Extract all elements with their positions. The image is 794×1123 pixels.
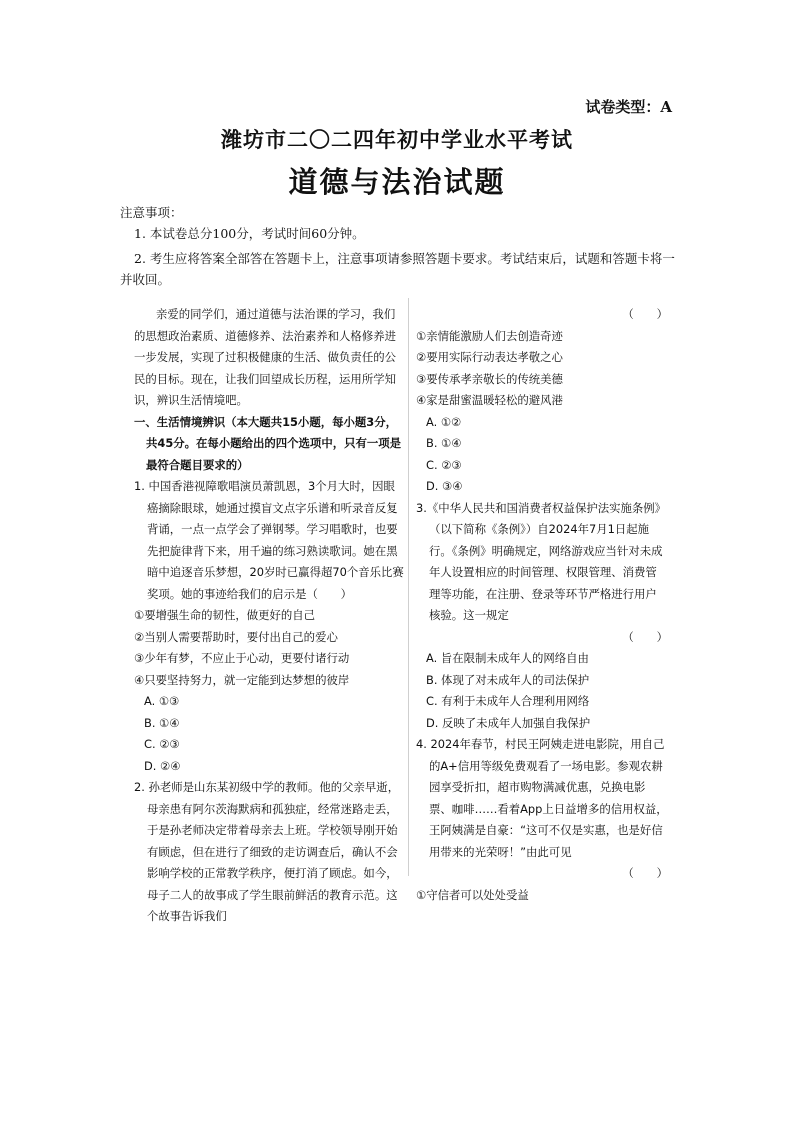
question-2-statement-1: ①亲情能激励人们去创造奇迹: [416, 328, 563, 343]
right-column: [416, 304, 668, 906]
question-4-stem: 4. 2024年春节，村民王阿姨走进电影院，用自己的A+信用等级免费观看了一场电影。参观农耕园享受折扣，超市购物满减优惠，兑换电影票、咖啡……看着App上日益增多的信用权益，王阿姨满是自豪：“这可不仅是实惠，也是好信用带来的光荣呀！”由此可见: [416, 737, 668, 859]
question-1-statement-4: ④只要坚持努力，就一定能到达梦想的彼岸: [134, 672, 350, 687]
notice-block: [120, 202, 676, 290]
section-1-heading: 一、生活情境辨识（本大题共15小题，每小题3分，共45分。在每小题给出的四个选项中，只有一项是最符合题目要求的）: [134, 414, 402, 472]
notice-item-1: 1. 本试卷总分100分，考试时间60分钟。: [134, 226, 365, 241]
question-3-option-d: D. 反映了未成年人加强自我保护: [426, 715, 591, 730]
question-3-option-b: B. 体现了对未成年人的司法保护: [426, 672, 590, 687]
question-1-option-d: D. ②④: [144, 758, 181, 773]
question-1-statement-1: ①要增强生命的韧性，做更好的自己: [134, 608, 316, 622]
question-4-statement-1: ①守信者可以处处受益: [416, 887, 529, 902]
question-2-option-c: C. ②③: [426, 457, 462, 472]
question-2-answer-paren: （ ）: [622, 307, 668, 321]
question-2-statement-4: ④家是甜蜜温暖轻松的避风港: [416, 393, 563, 407]
question-1-stem: 1. 中国香港视障歌唱演员萧凯恩，3个月大时，因眼癌摘除眼球，她通过摸盲文点字乐谱和听录音反复背诵，一点一点学会了弹钢琴。学习唱歌时，也要先把旋律背下来，用千遍的练习熟读歌词。她在黑暗中追逐音乐梦想，20岁时已赢得超70个音乐比赛奖项。她的事迹给我们的启示是（ ）: [134, 479, 404, 601]
question-1-statement-2: ②当别人需要帮助时，要付出自己的爱心: [134, 629, 338, 644]
question-2-statement-3: ③要传承孝亲敬长的传统美德: [416, 371, 563, 386]
question-3-stem: 3.《中华人民共和国消费者权益保护法实施条例》（以下简称《条例》）自2024年7月1日起施行。《条例》明确规定，网络游戏应当针对未成年人设置相应的时间管理、权限管理、消费管理等功能，在注册、登录等环节严格进行用户核验。这一规定: [416, 500, 667, 622]
question-2-statement-2: ②要用实际行动表达孝敬之心: [416, 350, 563, 364]
question-1-option-a: A. ①③: [144, 694, 180, 708]
question-3-answer-paren: （ ）: [622, 629, 668, 644]
left-column: [134, 304, 406, 928]
exam-subject-title: 道德与法治试题: [288, 165, 506, 199]
notice-heading: 注意事项：: [120, 205, 183, 220]
question-1-option-b: B. ①④: [144, 715, 180, 730]
exam-title: 潍坊市二〇二四年初中学业水平考试: [221, 127, 573, 152]
question-2-option-a: A. ①②: [426, 414, 462, 429]
question-2-option-d: D. ③④: [426, 479, 463, 493]
question-3-option-c: C. 有利于未成年人合理利用网络: [426, 694, 590, 708]
question-3-option-a: A. 旨在限制未成年人的网络自由: [426, 651, 589, 665]
question-2-stem: 2. 孙老师是山东某初级中学的教师。他的父亲早逝，母亲患有阿尔茨海默病和孤独症，经常迷路走丢，于是孙老师决定带着母亲去上班。学校领导刚开始有顾虑，但在进行了细致的走访调查后，确认不会影响学校的正常教学秩序，便打消了顾虑。如今，母子二人的故事成了学生眼前鲜活的教育示范。这个故事告诉我们: [134, 780, 400, 923]
paper-type-label: 试卷类型：A: [585, 98, 672, 116]
question-1-statement-3: ③少年有梦，不应止于心动，更要付诸行动: [134, 651, 350, 665]
scanned-question-area: [128, 298, 674, 923]
notice-item-2: 2. 考生应将答案全部答在答题卡上，注意事项请参照答题卡要求。考试结束后，试题和答题卡将一并收回。: [120, 251, 675, 287]
column-divider: [408, 298, 409, 876]
question-1-option-c: C. ②③: [144, 737, 180, 751]
exam-intro: 亲爱的同学们，通过道德与法治课的学习，我们的思想政治素质、道德修养、法治素养和人格修养进一步发展，实现了过积极健康的生活、做负责任的公民的目标。现在，让我们回望成长历程，运用所学知识，辨识生活情境吧。: [134, 307, 396, 407]
question-4-answer-paren: （ ）: [622, 866, 668, 880]
question-2-option-b: B. ①④: [426, 436, 462, 450]
